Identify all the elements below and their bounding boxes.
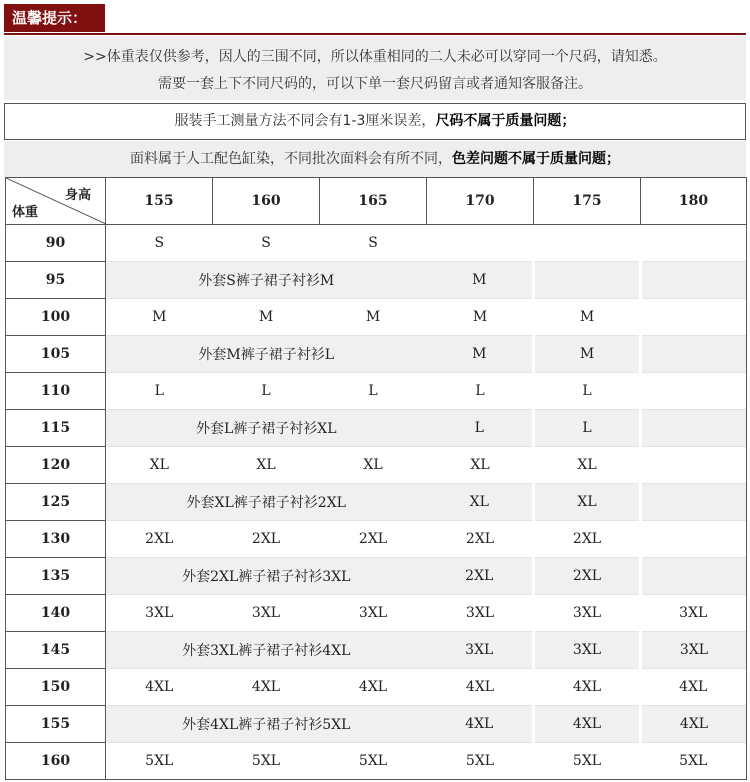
size-cell (534, 225, 641, 262)
table-row (6, 336, 747, 373)
dye-note-text: 面料属于人工配色缸染，不同批次面料会有所不同， (130, 151, 452, 167)
weight-cell: 105 (6, 336, 106, 373)
size-cell: 2XL (320, 521, 427, 558)
size-cell (641, 336, 747, 373)
table-row (6, 225, 747, 262)
size-cell: S (213, 225, 320, 262)
table-row (6, 706, 747, 743)
size-cell: XL (534, 484, 641, 521)
size-cell: S (106, 225, 213, 262)
combo-size-cell: 外套2XL裤子裙子衬衫3XL (106, 558, 427, 595)
height-header-row (6, 178, 747, 225)
size-cell: 3XL (534, 595, 641, 632)
table-row (6, 669, 747, 706)
dye-note (4, 141, 746, 177)
size-cell: M (427, 299, 534, 336)
size-cell: 4XL (106, 669, 213, 706)
size-cell: 4XL (534, 706, 641, 743)
size-cell: 5XL (534, 743, 641, 780)
size-cell: 4XL (427, 706, 534, 743)
size-cell: XL (106, 447, 213, 484)
combo-size-cell: 外套XL裤子裙子衬衫2XL (106, 484, 427, 521)
size-cell: 3XL (320, 595, 427, 632)
weight-cell: 115 (6, 410, 106, 447)
weight-cell: 110 (6, 373, 106, 410)
size-cell: 5XL (641, 743, 747, 780)
size-cell: 2XL (427, 521, 534, 558)
size-cell: M (213, 299, 320, 336)
height-header: 170 (427, 178, 534, 225)
table-row (6, 299, 747, 336)
height-header: 175 (534, 178, 641, 225)
table-row (6, 484, 747, 521)
corner-cell (6, 178, 106, 225)
combo-size-cell: 外套4XL裤子裙子衬衫5XL (106, 706, 427, 743)
size-cell: XL (534, 447, 641, 484)
size-cell: M (320, 299, 427, 336)
table-row (6, 447, 747, 484)
height-header: 160 (213, 178, 320, 225)
size-cell (641, 299, 747, 336)
dye-note-bold: 色差问题不属于质量问题； (452, 151, 620, 167)
combo-size-cell: 外套L裤子裙子衬衫XL (106, 410, 427, 447)
table-row (6, 632, 747, 669)
notice-line-1: >>体重表仅供参考，因人的三围不同，所以体重相同的二人未必可以穿同一个尺码，请知悉。 (83, 49, 667, 65)
size-cell: 5XL (106, 743, 213, 780)
size-cell: S (320, 225, 427, 262)
weight-cell: 95 (6, 262, 106, 299)
size-cell: 5XL (427, 743, 534, 780)
weight-cell: 125 (6, 484, 106, 521)
top-rule (4, 33, 746, 35)
combo-size-cell: 外套3XL裤子裙子衬衫4XL (106, 632, 427, 669)
corner-weight-label: 体重 (12, 205, 39, 220)
height-header: 180 (641, 178, 747, 225)
size-cell: 3XL (641, 595, 747, 632)
measurement-note (4, 103, 746, 140)
weight-cell: 145 (6, 632, 106, 669)
size-cell (427, 225, 534, 262)
size-cell: 2XL (534, 521, 641, 558)
size-cell (641, 521, 747, 558)
combo-size-cell: 外套M裤子裙子衬衫L (106, 336, 427, 373)
table-row (6, 410, 747, 447)
size-cell (534, 262, 641, 299)
size-cell: L (534, 373, 641, 410)
measurement-note-bold: 尺码不属于质量问题； (435, 113, 576, 129)
size-cell: M (427, 336, 534, 373)
weight-cell: 155 (6, 706, 106, 743)
size-cell: 4XL (320, 669, 427, 706)
size-cell: 4XL (427, 669, 534, 706)
size-cell: M (534, 299, 641, 336)
size-cell: M (534, 336, 641, 373)
tip-label: 温馨提示： (12, 9, 88, 27)
weight-cell: 120 (6, 447, 106, 484)
weight-cell: 100 (6, 299, 106, 336)
size-cell: 4XL (641, 706, 747, 743)
size-cell: 4XL (534, 669, 641, 706)
size-cell: XL (427, 484, 534, 521)
size-cell: 4XL (213, 669, 320, 706)
size-cell: L (427, 373, 534, 410)
table-row (6, 262, 747, 299)
size-cell: 2XL (427, 558, 534, 595)
table-row (6, 558, 747, 595)
size-cell: 3XL (641, 632, 747, 669)
size-cell: M (427, 262, 534, 299)
size-cell (641, 447, 747, 484)
table-row (6, 595, 747, 632)
size-cell: XL (320, 447, 427, 484)
size-cell: 4XL (641, 669, 747, 706)
size-cell: 3XL (106, 595, 213, 632)
weight-cell: 130 (6, 521, 106, 558)
size-cell: L (320, 373, 427, 410)
size-cell (641, 262, 747, 299)
corner-height-label: 身高 (64, 188, 91, 203)
size-cell: 5XL (213, 743, 320, 780)
size-cell: 3XL (534, 632, 641, 669)
size-cell (641, 558, 747, 595)
size-cell: 3XL (213, 595, 320, 632)
table-row (6, 373, 747, 410)
size-cell: L (213, 373, 320, 410)
weight-cell: 150 (6, 669, 106, 706)
size-cell: L (106, 373, 213, 410)
weight-cell: 90 (6, 225, 106, 262)
measurement-note-text: 服装手工测量方法不同会有1-3厘米误差， (174, 113, 436, 129)
size-cell: L (534, 410, 641, 447)
weight-cell: 160 (6, 743, 106, 780)
size-cell: XL (213, 447, 320, 484)
size-cell: 2XL (106, 521, 213, 558)
height-header: 165 (320, 178, 427, 225)
size-cell: 3XL (427, 632, 534, 669)
height-header: 155 (106, 178, 213, 225)
notice-block (4, 36, 746, 100)
size-cell (641, 410, 747, 447)
table-row (6, 521, 747, 558)
size-cell: 2XL (213, 521, 320, 558)
size-chart-table (5, 177, 747, 780)
size-cell: 5XL (320, 743, 427, 780)
size-cell (641, 225, 747, 262)
size-cell: L (427, 410, 534, 447)
size-cell (641, 373, 747, 410)
size-cell: 3XL (427, 595, 534, 632)
size-cell: 2XL (534, 558, 641, 595)
notice-line-2: 需要一套上下不同尺码的，可以下单一套尺码留言或者通知客服备注。 (158, 76, 592, 92)
combo-size-cell: 外套S裤子裙子衬衫M (106, 262, 427, 299)
weight-cell: 135 (6, 558, 106, 595)
size-cell: XL (427, 447, 534, 484)
size-cell: M (106, 299, 213, 336)
tip-badge (4, 4, 105, 32)
weight-cell: 140 (6, 595, 106, 632)
table-row (6, 743, 747, 780)
size-cell (641, 484, 747, 521)
